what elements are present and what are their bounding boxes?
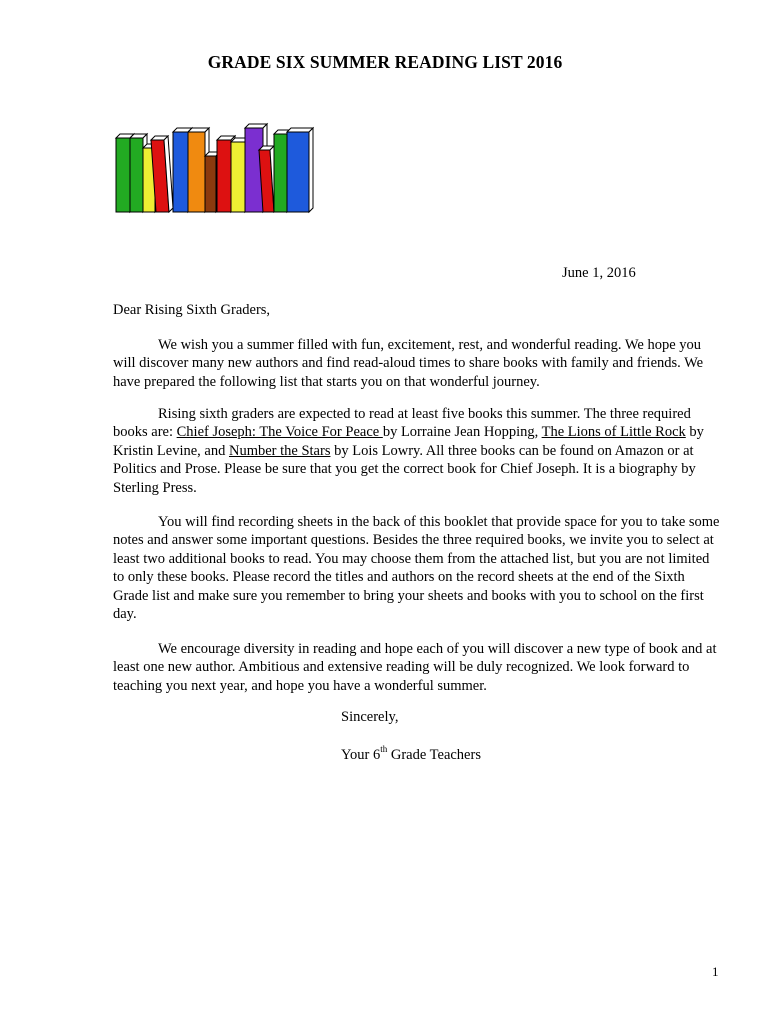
page-title: GRADE SIX SUMMER READING LIST 2016	[207, 52, 563, 72]
signature-suffix: Grade Teachers	[387, 747, 481, 763]
paragraph-diversity	[113, 640, 721, 695]
greeting: Dear Rising Sixth Graders,	[113, 302, 271, 318]
page-number: 1	[712, 964, 719, 979]
closing: Sincerely,	[341, 709, 399, 725]
paragraph-recording-sheets-text: You will find recording sheets in the back of this booklet that provide space for you to take some notes and answer some important questions. Besides the three required books, we invite you to select at least two additional books to read. You may choose them from the attached list, but you are not limited to only these books. Please record the titles and authors on the record sheets at the end of the Sixth Grade list and make sure you remember to bring your sheets and books with you to school on the first day.	[113, 514, 720, 623]
paragraph-diversity-text: We encourage diversity in reading and hope each of you will discover a new type of book and at least one new author. Ambitious and extensive reading will be duly recognized. We look forward to teaching you next year, and hope you have a wonderful summer.	[113, 641, 717, 694]
paragraph-intro	[113, 336, 721, 391]
signature-prefix: Your 6	[341, 747, 381, 763]
paragraph-required-books-text	[113, 405, 721, 497]
book-title-lions-of-little-rock: The Lions of Little Rock	[541, 424, 686, 441]
required-books-rest: by Lois Lowry. All three books can be found on Amazon or at Politics and Prose. Please be sure that you get the correct book for Chief Joseph. It is a biography by Sterling Press.	[113, 442, 696, 496]
paragraph-recording-sheets	[113, 513, 721, 623]
book-author-hopping: by Lorraine Jean Hopping,	[382, 424, 542, 441]
letter-date: June 1, 2016	[562, 265, 636, 281]
paragraph-required-books	[113, 405, 721, 497]
paragraph-intro-text: We wish you a summer filled with fun, excitement, rest, and wonderful reading. We hope you will discover many new authors and find read-aloud times to share books with family and friends. We have prepared the following list that starts you on that wonderful journey.	[113, 337, 704, 390]
book-spine	[287, 128, 313, 212]
book-title-chief-joseph: Chief Joseph: The Voice For Peace	[176, 424, 383, 441]
signature-superscript: th	[380, 744, 388, 754]
books-on-shelf-icon	[108, 122, 314, 218]
book-title-number-the-stars: Number the Stars	[228, 442, 331, 459]
book-author-levine: by Kristin Levine, and	[113, 424, 704, 459]
required-books-intro: Rising sixth graders are expected to read at least five books this summer. The three required books are:	[113, 406, 691, 441]
signature	[341, 744, 481, 764]
